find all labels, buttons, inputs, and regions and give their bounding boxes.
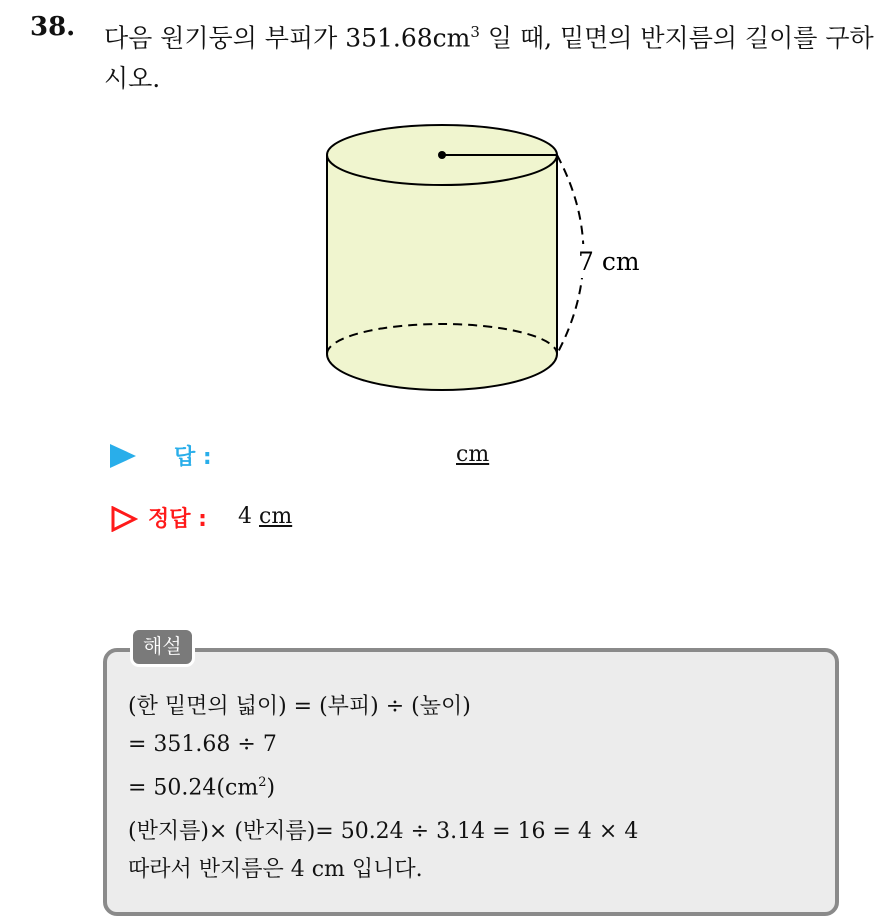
cylinder-diagram	[300, 110, 660, 410]
solution-line-2: = 351.68 ÷ 7	[128, 732, 277, 757]
correct-number: 4	[238, 504, 252, 529]
solution-line-3-after: )	[266, 775, 276, 801]
solution-line-5: 따라서 반지름은 4 cm 입니다.	[128, 857, 423, 883]
correct-answer-row	[110, 502, 610, 538]
cylinder-body	[327, 155, 557, 390]
question-text-before: 다음 원기둥의 부피가 351.68cm	[104, 23, 471, 53]
correct-unit: cm	[259, 504, 293, 529]
solution-line-3	[128, 764, 638, 807]
height-label: 7 cm	[578, 247, 640, 276]
question-number: 38.	[30, 12, 76, 42]
solution-line-1: (한 밑면의 넓이) = (부피) ÷ (높이)	[128, 694, 471, 719]
question-text	[104, 12, 874, 99]
cylinder-figure	[300, 110, 660, 410]
correct-label: 정답 :	[148, 507, 207, 532]
correct-arrow-icon	[110, 506, 138, 536]
answer-label: 답 :	[174, 445, 212, 470]
answer-row	[110, 440, 610, 476]
solution-line-3-sup: 2	[258, 775, 267, 790]
answer-unit[interactable]: cm	[456, 442, 490, 467]
solution-line-4: (반지름)× (반지름)= 50.24 ÷ 3.14 = 16 = 4 × 4	[128, 819, 639, 845]
solution-tag: 해설	[130, 627, 195, 667]
correct-value	[238, 504, 292, 529]
question-text-after: 일 때, 밑면의 반지름의 길이를 구하시오.	[104, 23, 874, 94]
answer-arrow-icon	[110, 444, 136, 468]
question-text-sup: 3	[470, 23, 480, 41]
solution-content	[128, 688, 638, 889]
solution-line-3-before: = 50.24(cm	[128, 775, 259, 801]
